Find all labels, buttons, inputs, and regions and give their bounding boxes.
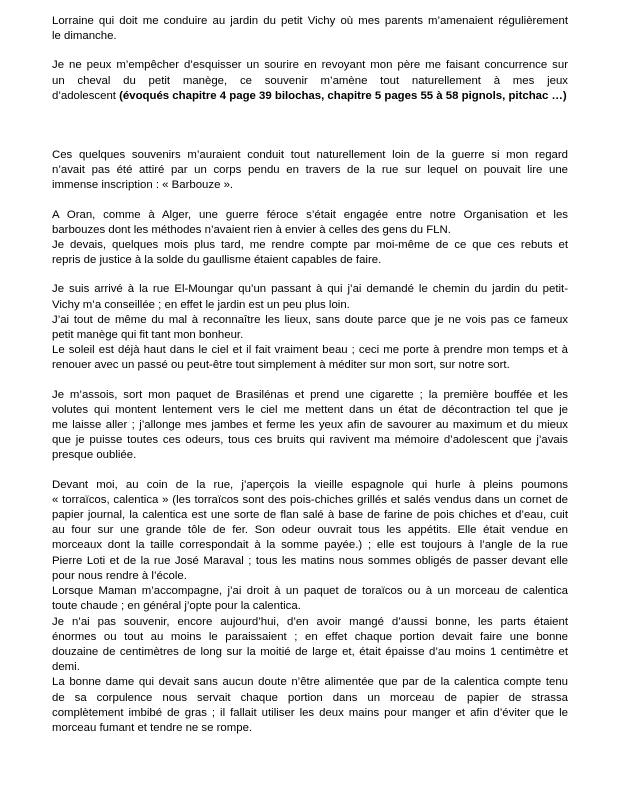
- text-line: A Oran, comme à Alger, une guerre féroce s’était engagée entre notre Organisation et les: [52, 208, 568, 221]
- text-line: me laisse aller ; j’allonge mes jambes et ferme les yeux afin de savourer au maximum et du mieux: [52, 419, 568, 432]
- text-line: au four sur une grande tôle de fer. Son odeur ouvrait tous les appétits. Elle était vendue en: [52, 524, 568, 537]
- text-line: Vichy m’a conseillée ; en effet le jardin est un peu plus loin.: [52, 298, 350, 311]
- text-line: volutes qui montent lentement vers le ciel me mettent dans un état de décontraction tel que je: [52, 403, 568, 416]
- text-line: Je suis arrivé à la rue El-Moungar qu’un passant à qui j’ai demandé le chemin du jardin du petit-: [52, 283, 568, 296]
- text-line: Devant moi, au coin de la rue, j’aperçois la vieille espagnole qui hurle à pleins poumons: [52, 478, 568, 491]
- text-line: Ces quelques souvenirs m’auraient conduit tout naturellement loin de la guerre si mon regard: [52, 149, 568, 162]
- text-line: J’ai tout de même du mal à reconnaître les lieux, sans doute parce que je ne vois pas ce fameux: [52, 313, 568, 326]
- text-line: n’avait pas été attiré par un corps pendu en travers de la rue sur lequel on pouvait lire une: [52, 164, 568, 177]
- text-line: Pierre Loti et de la rue José Maraval ; tous les matins nous sommes obligés de passer devant elle: [52, 554, 568, 567]
- text-line: papier journal, la calentica est une sorte de flan salé à base de farine de pois chiches et d’eau, cuit: [52, 509, 568, 522]
- text-line: petit manège qui fit tant mon bonheur.: [52, 329, 244, 342]
- text-line: morceaux dont la taille correspondait à la somme payée.) ; elle est toujours à l’angle de la rue: [52, 539, 568, 552]
- text-line: le dimanche.: [52, 30, 117, 43]
- chapter-reference: (évoqués chapitre 4 page 39 bilochas, chapitre 5 pages 55 à 58 pignols, pitchac …): [119, 89, 567, 102]
- text-line: La bonne dame qui devait sans aucun doute n’être alimentée que par de la calentica compte tenu: [52, 676, 568, 689]
- text-line: immense inscription : « Barbouze ».: [52, 179, 234, 192]
- paragraph-2: [52, 58, 568, 104]
- text-line: demi.: [52, 661, 80, 674]
- text-line: un cheval du petit manège, ce souvenir m’amène tout naturellement à mes jeux: [52, 74, 568, 87]
- text-segment: d’adolescent: [52, 89, 120, 102]
- text-line: [52, 89, 568, 104]
- paragraph-3: [52, 148, 568, 194]
- paragraph-1: [52, 14, 568, 44]
- text-line: que je puisse toutes ces odeurs, tous ces bruits qui ravivent ma mémoire d’adolescent que j’avais: [52, 434, 568, 447]
- text-line: barbouzes dont les méthodes n’avaient rien à envier à celles des gens du FLN.: [52, 223, 451, 236]
- paragraph-6: [52, 388, 568, 464]
- text-line: pour nous rendre à l’école.: [52, 569, 187, 582]
- text-line: Je m’assois, sort mon paquet de Brasilénas et prend une cigarette ; la première bouffée et les: [52, 388, 568, 401]
- paragraph-5: [52, 282, 568, 373]
- text-line: renouer avec un passé ou peut-être tout simplement à méditer sur mon sort, sur notre sort.: [52, 359, 510, 372]
- text-line: Lorsque Maman m’accompagne, j’ai droit à un paquet de toraïcos ou à un morceau de calentica: [52, 585, 568, 598]
- text-line: Je n’ai pas souvenir, encore aujourd’hui, d’en avoir mangé d’aussi bonne, les parts étaient: [52, 615, 568, 628]
- text-line: « torraïcos, calentica » (les torraïcos sont des pois-chiches grillés et salés vendus dans un cornet de: [52, 493, 568, 506]
- text-line: de sa corpulence nous servait chaque portion dans un morceau de papier de strassa: [52, 691, 568, 704]
- paragraph-4: [52, 208, 568, 269]
- text-line: douzaine de centimètres de long sur la moitié de large et, était épaisse d’au moins 1 centimètre et: [52, 645, 568, 658]
- text-line: repris de justice à la solde du gaullisme étaient capables de faire.: [52, 254, 382, 267]
- text-line: morceau fumant et tendre ne se rompe.: [52, 721, 253, 734]
- text-line: Le soleil est déjà haut dans le ciel et il fait vraiment beau ; ceci me porte à prendre mon temps et à: [52, 344, 568, 357]
- text-line: toute chaude ; en général j’opte pour la calentica.: [52, 600, 301, 613]
- text-line: énormes ou tout au moins le paraissaient ; en effet chaque portion devait faire une bonne: [52, 630, 568, 643]
- text-line: Je devais, quelques mois plus tard, me rendre compte par moi-même de ce que ces rebuts et: [52, 239, 568, 252]
- text-line: Lorraine qui doit me conduire au jardin du petit Vichy où mes parents m’amenaient régulièrement: [52, 15, 568, 27]
- text-line: Je ne peux m’empêcher d’esquisser un sourire en revoyant mon père me faisant concurrence sur: [52, 59, 568, 72]
- text-line: presque oubliée.: [52, 449, 137, 462]
- paragraph-7: [52, 478, 568, 736]
- text-line: complètement imbibé de gras ; il fallait utiliser les deux mains pour manger et afin d’éviter que le: [52, 706, 568, 719]
